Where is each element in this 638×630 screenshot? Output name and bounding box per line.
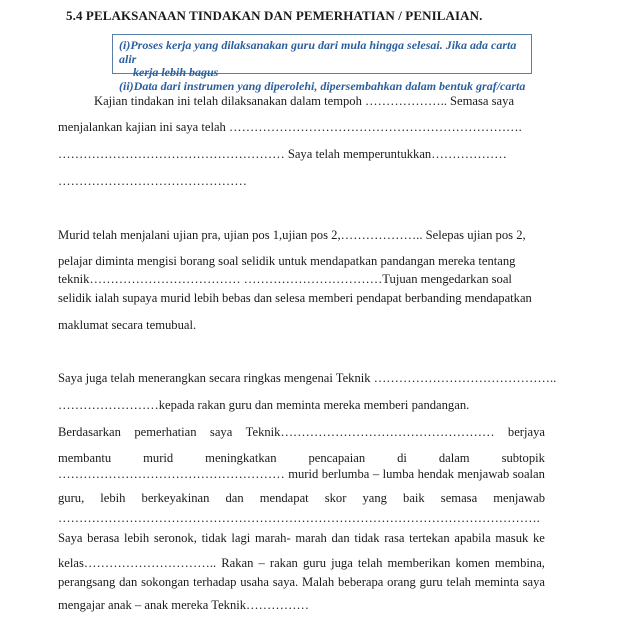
para1-line-2: menjalankan kajian ini saya telah …………………………………………………………….	[58, 120, 522, 134]
section-heading: 5.4 PELAKSANAAN TINDAKAN DAN PEMERHATIAN / PENILAIAN.	[66, 8, 483, 23]
para2-line-4: selidik ialah supaya murid lebih bebas dan selesa memberi pendapat berbanding mendapatkan	[58, 291, 532, 305]
para4-line-7: kelas………………………….. Rakan – rakan guru juga telah memberikan komen membina,	[58, 556, 545, 570]
note-line-3: (ii)Data dari instrumen yang diperolehi, dipersembahkan dalam bentuk graf/carta	[119, 78, 526, 93]
note-line-1: (i)Proses kerja yang dilaksanakan guru dari mula hingga selesai. Jika ada carta alir	[119, 38, 517, 66]
para1-line-3: ……………………………………………… Saya telah memperuntukkan………………	[58, 147, 507, 161]
para4-line-3: ……………………………………………… murid berlumba – lumba hendak menjawab soalan	[58, 467, 545, 481]
para3-line-2: ……………………kepada rakan guru dan meminta mereka memberi pandangan.	[58, 398, 470, 412]
note-line-2: kerja lebih bagus	[133, 65, 219, 79]
para1-line-1: Kajian tindakan ini telah dilaksanakan dalam tempoh ……………….. Semasa saya	[94, 94, 515, 108]
para4-line-9: mengajar anak – anak mereka Teknik……………	[58, 598, 310, 612]
para2-line-1: Murid telah menjalani ujian pra, ujian pos 1,ujian pos 2,……………….. Selepas ujian pos 2,	[58, 228, 526, 242]
instruction-note-box	[112, 34, 532, 93]
para4-line-6: Saya berasa lebih seronok, tidak lagi marah- marah dan tidak rasa tertekan apabila masuk ke	[58, 531, 545, 545]
para2-line-3: teknik……………………………… ……………………………Tujuan mengedarkan soal	[58, 272, 512, 286]
para4-line-5: …………………………………………………………………………………………………….	[58, 511, 540, 525]
para4-line-2: membantu murid meningkatkan pencapaian di dalam subtopik	[58, 451, 545, 465]
para4-line-8: perangsang dan sokongan terhadap usaha saya. Malah beberapa orang guru telah meminta saya	[58, 575, 545, 589]
para4-line-4: guru, lebih berkeyakinan dan mendapat skor yang baik semasa menjawab	[58, 491, 545, 505]
para4-line-1: Berdasarkan pemerhatian saya Teknik…………………………………………… berjaya	[58, 425, 545, 439]
para1-line-4: ………………………………………	[58, 174, 247, 188]
para2-line-2: pelajar diminta mengisi borang soal selidik untuk mendapatkan pandangan mereka tentang	[58, 254, 516, 268]
para3-line-1: Saya juga telah menerangkan secara ringkas mengenai Teknik ……………………………………..	[58, 371, 557, 385]
para2-line-5: maklumat secara temubual.	[58, 318, 197, 332]
